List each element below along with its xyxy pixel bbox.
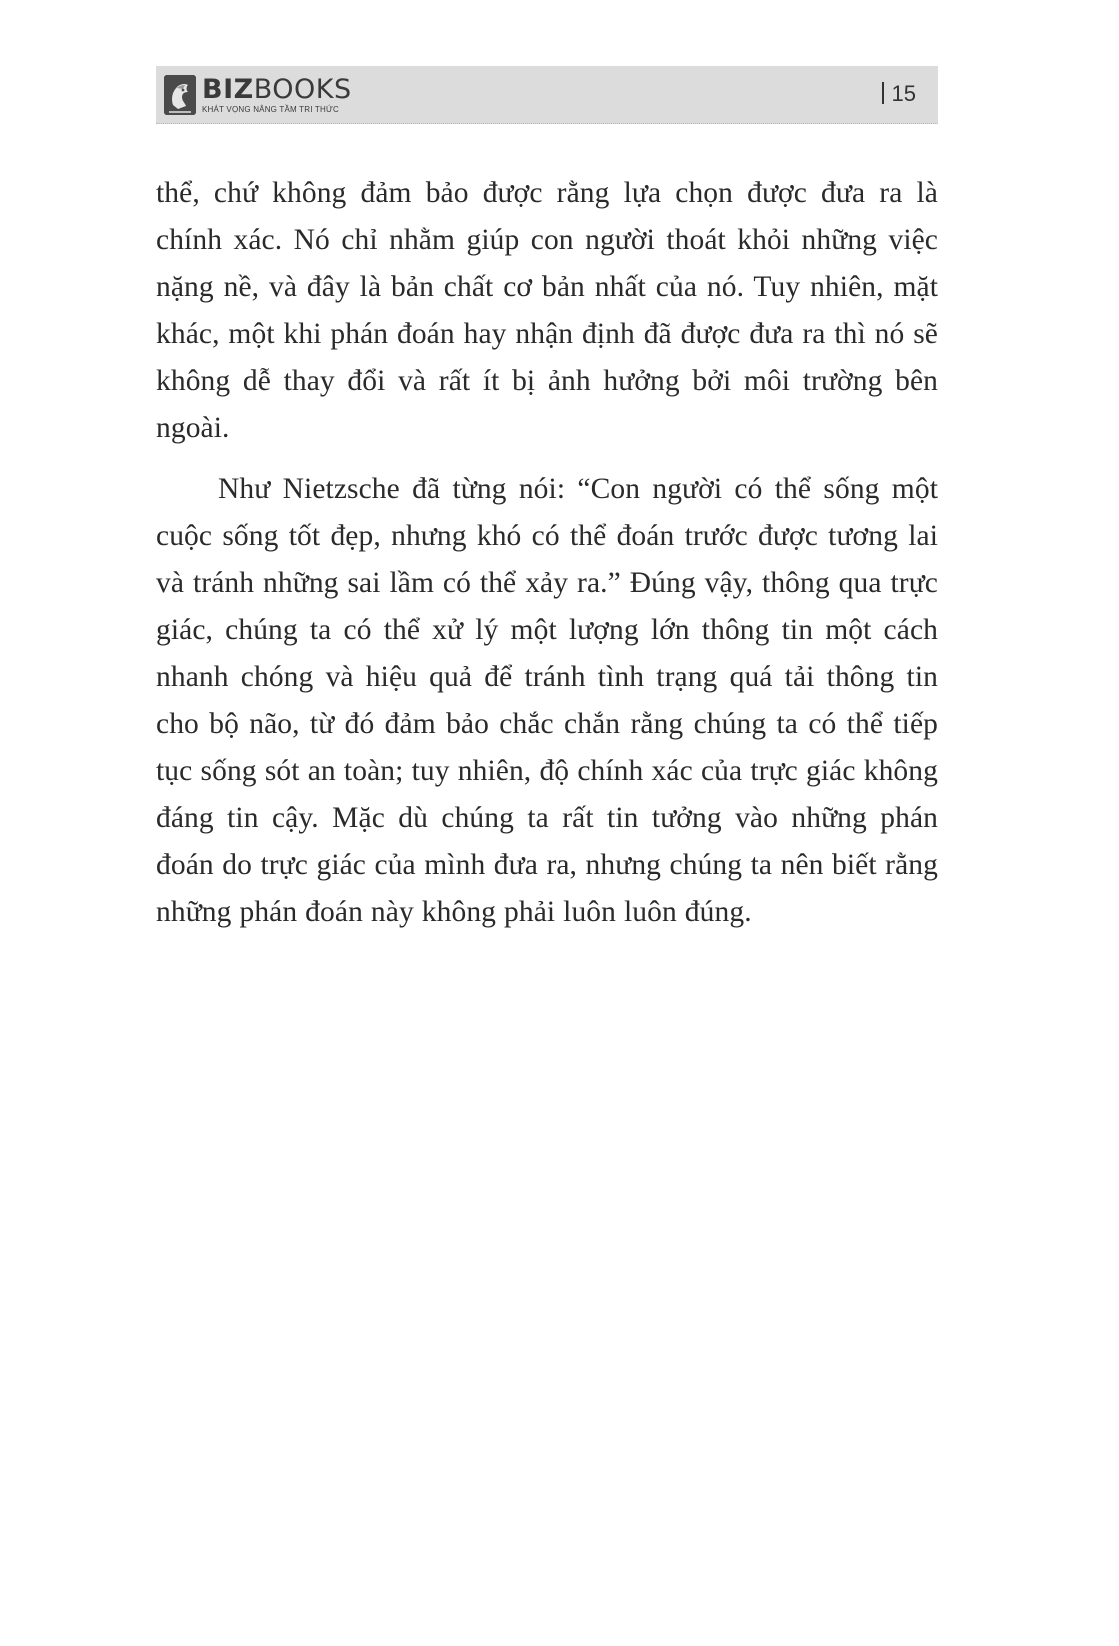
logo-text-block xyxy=(202,73,352,115)
paragraph-continued: thể, chứ không đảm bảo được rằng lựa chọn được đưa ra là chính xác. Nó chỉ nhằm giúp con người thoát khỏi những việc nặng nề, và đây là bản chất cơ bản nhất của nó. Tuy nhiên, mặt khác, một khi phán đoán hay nhận định đã được đưa ra thì nó sẽ không dễ thay đổi và rất ít bị ảnh hưởng bởi môi trường bên ngoài. xyxy=(156,177,938,444)
logo-brand-strong: BIZ xyxy=(202,73,254,105)
bizbooks-logo xyxy=(164,72,352,118)
running-header xyxy=(156,66,938,124)
logo-brand-name xyxy=(202,73,352,105)
body-text xyxy=(156,170,938,936)
bizbooks-logo-icon xyxy=(164,75,196,115)
page-number-value: 15 xyxy=(891,81,916,106)
page-number xyxy=(882,79,916,109)
logo-brand-light: BOOKS xyxy=(253,73,352,105)
page-number-divider xyxy=(882,82,884,104)
logo-tagline: KHÁT VỌNG NÂNG TẦM TRI THỨC xyxy=(202,104,339,114)
paragraph-nietzsche-quote: Như Nietzsche đã từng nói: “Con người có thể sống một cuộc sống tốt đẹp, nhưng khó có thể đoán trước được tương lai và tránh những sai lầm có thể xảy ra.” Đúng vậy, thông qua trực giác, chúng ta có thể xử lý một lượng lớn thông tin một cách nhanh chóng và hiệu quả để tránh tình trạng quá tải thông tin cho bộ não, từ đó đảm bảo chắc chắn rằng chúng ta có thể tiếp tục sống sót an toàn; tuy nhiên, độ chính xác của trực giác không đáng tin cậy. Mặc dù chúng ta rất tin tưởng vào những phán đoán do trực giác của mình đưa ra, nhưng chúng ta nên biết rằng những phán đoán này không phải luôn luôn đúng. xyxy=(156,473,938,928)
